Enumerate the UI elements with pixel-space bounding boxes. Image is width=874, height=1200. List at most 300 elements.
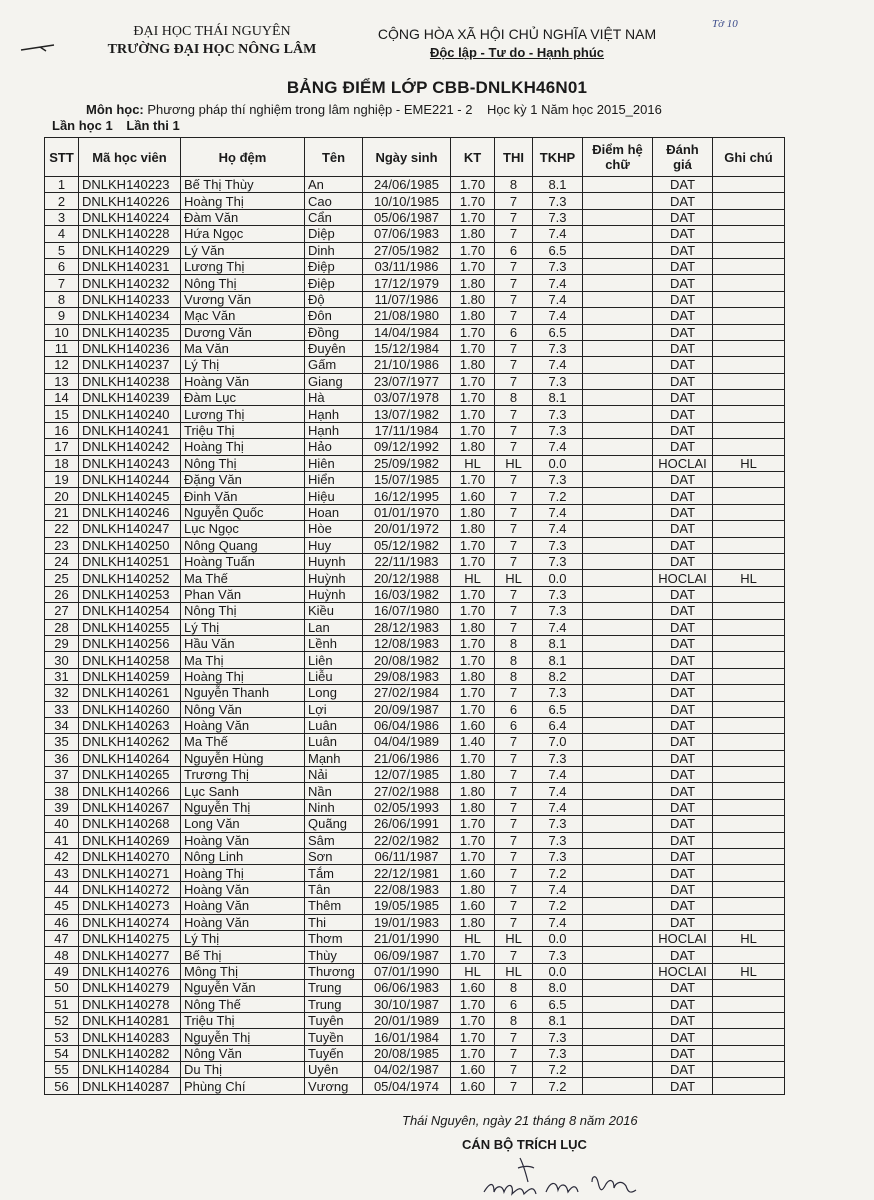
cell-birth-date: 16/03/1982 [363, 586, 451, 602]
cell-thi: 7 [495, 619, 533, 635]
cell-note: HL [713, 963, 785, 979]
cell-stt: 10 [45, 324, 79, 340]
cell-evaluation: DAT [653, 947, 713, 963]
cell-stt: 7 [45, 275, 79, 291]
cell-given-name: Hoan [305, 504, 363, 520]
cell-kt: 1.70 [451, 324, 495, 340]
cell-letter-grade [583, 373, 653, 389]
cell-given-name: Liễu [305, 668, 363, 684]
cell-family-name: Vương Văn [181, 291, 305, 307]
cell-birth-date: 10/10/1985 [363, 193, 451, 209]
cell-family-name: Nguyễn Thanh [181, 685, 305, 701]
cell-letter-grade [583, 340, 653, 356]
cell-note [713, 504, 785, 520]
cell-tkhp: 7.4 [533, 767, 583, 783]
cell-letter-grade [583, 914, 653, 930]
cell-given-name: Đôn [305, 308, 363, 324]
table-row [45, 488, 785, 504]
cell-tkhp: 7.3 [533, 422, 583, 438]
cell-note [713, 1029, 785, 1045]
pen-mark [20, 44, 56, 52]
cell-stt: 11 [45, 340, 79, 356]
cell-birth-date: 20/01/1972 [363, 521, 451, 537]
cell-student-id: DNLKH140278 [79, 996, 181, 1012]
cell-evaluation: HOCLAI [653, 570, 713, 586]
cell-birth-date: 21/01/1990 [363, 930, 451, 946]
cell-tkhp: 7.3 [533, 685, 583, 701]
cell-note [713, 1012, 785, 1028]
cell-stt: 45 [45, 898, 79, 914]
cell-birth-date: 06/11/1987 [363, 849, 451, 865]
cell-stt: 12 [45, 357, 79, 373]
cell-evaluation: DAT [653, 914, 713, 930]
cell-tkhp: 8.1 [533, 1012, 583, 1028]
cell-letter-grade [583, 193, 653, 209]
table-row [45, 832, 785, 848]
table-row [45, 275, 785, 291]
cell-note [713, 717, 785, 733]
cell-evaluation: DAT [653, 996, 713, 1012]
cell-note [713, 1078, 785, 1094]
cell-birth-date: 07/06/1983 [363, 226, 451, 242]
cell-note: HL [713, 570, 785, 586]
national-header [352, 26, 682, 60]
cell-family-name: Lương Thị [181, 258, 305, 274]
cell-birth-date: 22/11/1983 [363, 553, 451, 569]
cell-tkhp: 7.3 [533, 340, 583, 356]
table-row [45, 537, 785, 553]
cell-family-name: Bế Thị Thùy [181, 177, 305, 193]
cell-family-name: Triệu Thị [181, 1012, 305, 1028]
cell-family-name: Hoàng Văn [181, 914, 305, 930]
cell-note [713, 373, 785, 389]
cell-evaluation: DAT [653, 1012, 713, 1028]
cell-tkhp: 7.3 [533, 537, 583, 553]
table-row [45, 849, 785, 865]
cell-stt: 35 [45, 734, 79, 750]
cell-note [713, 357, 785, 373]
cell-thi: 7 [495, 537, 533, 553]
cell-kt: 1.70 [451, 685, 495, 701]
cell-stt: 4 [45, 226, 79, 242]
cell-given-name: Thùy [305, 947, 363, 963]
cell-thi: HL [495, 930, 533, 946]
table-row [45, 963, 785, 979]
cell-student-id: DNLKH140231 [79, 258, 181, 274]
cell-kt: 1.80 [451, 504, 495, 520]
cell-stt: 5 [45, 242, 79, 258]
cell-letter-grade [583, 242, 653, 258]
cell-family-name: Hoàng Văn [181, 881, 305, 897]
cell-thi: 7 [495, 849, 533, 865]
cell-family-name: Hoàng Thị [181, 865, 305, 881]
cell-stt: 46 [45, 914, 79, 930]
cell-thi: 7 [495, 504, 533, 520]
cell-student-id: DNLKH140270 [79, 849, 181, 865]
cell-given-name: Sơn [305, 849, 363, 865]
cell-student-id: DNLKH140284 [79, 1062, 181, 1078]
cell-kt: 1.60 [451, 1062, 495, 1078]
cell-note [713, 537, 785, 553]
cell-family-name: Bế Thị [181, 947, 305, 963]
cell-stt: 30 [45, 652, 79, 668]
table-row [45, 865, 785, 881]
cell-letter-grade [583, 1078, 653, 1094]
school-name: TRƯỜNG ĐẠI HỌC NÔNG LÂM [107, 42, 317, 57]
cell-kt: 1.70 [451, 390, 495, 406]
cell-letter-grade [583, 1045, 653, 1061]
table-row [45, 1045, 785, 1061]
cell-given-name: Lềnh [305, 635, 363, 651]
cell-family-name: Lý Văn [181, 242, 305, 258]
cell-student-id: DNLKH140246 [79, 504, 181, 520]
cell-note [713, 734, 785, 750]
cell-tkhp: 7.3 [533, 750, 583, 766]
col-kt: KT [451, 138, 495, 177]
cell-stt: 38 [45, 783, 79, 799]
cell-evaluation: DAT [653, 734, 713, 750]
cell-student-id: DNLKH140266 [79, 783, 181, 799]
table-row [45, 668, 785, 684]
cell-stt: 36 [45, 750, 79, 766]
cell-given-name: Hạnh [305, 406, 363, 422]
cell-note [713, 996, 785, 1012]
cell-evaluation: DAT [653, 717, 713, 733]
cell-given-name: Hiển [305, 472, 363, 488]
cell-given-name: Lan [305, 619, 363, 635]
cell-family-name: Nguyễn Quốc [181, 504, 305, 520]
col-tkhp: TKHP [533, 138, 583, 177]
cell-kt: 1.80 [451, 308, 495, 324]
cell-given-name: Huynh [305, 553, 363, 569]
cell-kt: 1.80 [451, 914, 495, 930]
cell-tkhp: 7.4 [533, 783, 583, 799]
cell-student-id: DNLKH140235 [79, 324, 181, 340]
cell-given-name: Nần [305, 783, 363, 799]
cell-family-name: Lý Thị [181, 930, 305, 946]
col-letter-grade: Điểm hệ chữ [583, 138, 653, 177]
cell-letter-grade [583, 504, 653, 520]
col-birth-date: Ngày sinh [363, 138, 451, 177]
cell-stt: 55 [45, 1062, 79, 1078]
cell-note [713, 783, 785, 799]
cell-thi: 7 [495, 767, 533, 783]
cell-note [713, 226, 785, 242]
cell-thi: 7 [495, 947, 533, 963]
cell-kt: 1.70 [451, 422, 495, 438]
cell-note [713, 685, 785, 701]
cell-kt: 1.70 [451, 1045, 495, 1061]
table-row [45, 439, 785, 455]
cell-kt: 1.70 [451, 406, 495, 422]
cell-note [713, 832, 785, 848]
table-row [45, 750, 785, 766]
cell-tkhp: 7.3 [533, 406, 583, 422]
table-row [45, 570, 785, 586]
cell-student-id: DNLKH140242 [79, 439, 181, 455]
cell-kt: 1.70 [451, 996, 495, 1012]
cell-thi: 7 [495, 193, 533, 209]
cell-thi: 7 [495, 521, 533, 537]
cell-thi: 8 [495, 1012, 533, 1028]
cell-letter-grade [583, 308, 653, 324]
cell-evaluation: DAT [653, 816, 713, 832]
col-evaluation: Đánh giá [653, 138, 713, 177]
table-row [45, 635, 785, 651]
cell-evaluation: DAT [653, 340, 713, 356]
cell-thi: 7 [495, 898, 533, 914]
table-row [45, 619, 785, 635]
cell-family-name: Ma Thị [181, 652, 305, 668]
cell-student-id: DNLKH140269 [79, 832, 181, 848]
cell-letter-grade [583, 832, 653, 848]
cell-tkhp: 6.5 [533, 324, 583, 340]
table-row [45, 701, 785, 717]
signature [480, 1152, 640, 1198]
cell-stt: 29 [45, 635, 79, 651]
cell-family-name: Nông Linh [181, 849, 305, 865]
cell-birth-date: 26/06/1991 [363, 816, 451, 832]
cell-family-name: Lý Thị [181, 357, 305, 373]
cell-tkhp: 7.3 [533, 586, 583, 602]
table-row [45, 209, 785, 225]
cell-family-name: Lương Thị [181, 406, 305, 422]
cell-family-name: Hoàng Tuấn [181, 553, 305, 569]
cell-evaluation: DAT [653, 357, 713, 373]
cell-birth-date: 16/01/1984 [363, 1029, 451, 1045]
cell-stt: 6 [45, 258, 79, 274]
cell-birth-date: 21/08/1980 [363, 308, 451, 324]
cell-tkhp: 0.0 [533, 930, 583, 946]
cell-kt: 1.80 [451, 881, 495, 897]
cell-letter-grade [583, 357, 653, 373]
table-row [45, 504, 785, 520]
cell-evaluation: DAT [653, 750, 713, 766]
cell-kt: 1.80 [451, 357, 495, 373]
cell-family-name: Hoàng Thị [181, 668, 305, 684]
cell-thi: 7 [495, 914, 533, 930]
cell-evaluation: DAT [653, 521, 713, 537]
cell-tkhp: 8.2 [533, 668, 583, 684]
cell-birth-date: 21/10/1986 [363, 357, 451, 373]
cell-tkhp: 8.1 [533, 652, 583, 668]
cell-kt: 1.60 [451, 980, 495, 996]
cell-thi: 8 [495, 652, 533, 668]
cell-family-name: Lục Ngọc [181, 521, 305, 537]
cell-birth-date: 30/10/1987 [363, 996, 451, 1012]
cell-letter-grade [583, 947, 653, 963]
cell-evaluation: DAT [653, 652, 713, 668]
cell-kt: 1.80 [451, 521, 495, 537]
cell-evaluation: DAT [653, 668, 713, 684]
cell-letter-grade [583, 291, 653, 307]
cell-thi: 7 [495, 275, 533, 291]
cell-evaluation: HOCLAI [653, 963, 713, 979]
cell-letter-grade [583, 881, 653, 897]
cell-evaluation: DAT [653, 488, 713, 504]
table-row [45, 1029, 785, 1045]
cell-given-name: Tân [305, 881, 363, 897]
cell-tkhp: 7.2 [533, 898, 583, 914]
table-row [45, 881, 785, 897]
cell-note [713, 619, 785, 635]
cell-birth-date: 03/07/1978 [363, 390, 451, 406]
cell-tkhp: 7.4 [533, 439, 583, 455]
cell-evaluation: DAT [653, 177, 713, 193]
cell-kt: 1.70 [451, 340, 495, 356]
cell-stt: 24 [45, 553, 79, 569]
cell-note [713, 521, 785, 537]
cell-note [713, 258, 785, 274]
cell-kt: HL [451, 930, 495, 946]
cell-birth-date: 27/05/1982 [363, 242, 451, 258]
cell-stt: 52 [45, 1012, 79, 1028]
cell-family-name: Ma Thế [181, 570, 305, 586]
cell-evaluation: HOCLAI [653, 930, 713, 946]
cell-stt: 15 [45, 406, 79, 422]
table-row [45, 553, 785, 569]
cell-kt: 1.60 [451, 1078, 495, 1094]
cell-evaluation: DAT [653, 324, 713, 340]
cell-tkhp: 6.4 [533, 717, 583, 733]
cell-thi: 7 [495, 422, 533, 438]
cell-note [713, 980, 785, 996]
table-row [45, 521, 785, 537]
cell-kt: 1.70 [451, 652, 495, 668]
cell-thi: 6 [495, 324, 533, 340]
cell-thi: 6 [495, 717, 533, 733]
col-thi: THI [495, 138, 533, 177]
cell-family-name: Hầu Văn [181, 635, 305, 651]
cell-student-id: DNLKH140256 [79, 635, 181, 651]
university-header [92, 24, 332, 58]
cell-birth-date: 06/04/1986 [363, 717, 451, 733]
cell-evaluation: DAT [653, 701, 713, 717]
cell-student-id: DNLKH140250 [79, 537, 181, 553]
cell-evaluation: DAT [653, 898, 713, 914]
cell-thi: 6 [495, 701, 533, 717]
table-row [45, 390, 785, 406]
cell-tkhp: 7.4 [533, 619, 583, 635]
cell-tkhp: 7.3 [533, 472, 583, 488]
cell-letter-grade [583, 390, 653, 406]
table-row [45, 717, 785, 733]
cell-evaluation: DAT [653, 226, 713, 242]
cell-evaluation: DAT [653, 635, 713, 651]
cell-given-name: Đuyên [305, 340, 363, 356]
cell-given-name: Liên [305, 652, 363, 668]
cell-thi: 8 [495, 635, 533, 651]
cell-stt: 14 [45, 390, 79, 406]
table-row [45, 177, 785, 193]
cell-given-name: Cao [305, 193, 363, 209]
university-name: ĐẠI HỌC THÁI NGUYÊN [133, 24, 291, 39]
cell-student-id: DNLKH140277 [79, 947, 181, 963]
cell-stt: 42 [45, 849, 79, 865]
cell-letter-grade [583, 816, 653, 832]
cell-evaluation: DAT [653, 1045, 713, 1061]
cell-thi: 7 [495, 226, 533, 242]
cell-birth-date: 27/02/1988 [363, 783, 451, 799]
cell-given-name: Lợi [305, 701, 363, 717]
cell-letter-grade [583, 619, 653, 635]
cell-kt: HL [451, 455, 495, 471]
cell-tkhp: 7.4 [533, 308, 583, 324]
cell-letter-grade [583, 865, 653, 881]
cell-kt: 1.70 [451, 537, 495, 553]
cell-kt: 1.70 [451, 586, 495, 602]
cell-family-name: Nguyễn Thị [181, 799, 305, 815]
cell-family-name: Lục Sanh [181, 783, 305, 799]
cell-evaluation: DAT [653, 849, 713, 865]
cell-tkhp: 7.3 [533, 603, 583, 619]
cell-note [713, 422, 785, 438]
cell-letter-grade [583, 898, 653, 914]
cell-tkhp: 8.1 [533, 177, 583, 193]
cell-evaluation: DAT [653, 980, 713, 996]
cell-thi: 7 [495, 553, 533, 569]
cell-student-id: DNLKH140244 [79, 472, 181, 488]
cell-birth-date: 19/01/1983 [363, 914, 451, 930]
cell-evaluation: DAT [653, 439, 713, 455]
cell-evaluation: DAT [653, 390, 713, 406]
cell-thi: HL [495, 963, 533, 979]
cell-thi: 7 [495, 439, 533, 455]
cell-letter-grade [583, 1029, 653, 1045]
cell-given-name: Hòe [305, 521, 363, 537]
cell-student-id: DNLKH140279 [79, 980, 181, 996]
cell-note [713, 652, 785, 668]
cell-letter-grade [583, 668, 653, 684]
cell-student-id: DNLKH140254 [79, 603, 181, 619]
cell-letter-grade [583, 472, 653, 488]
cell-student-id: DNLKH140267 [79, 799, 181, 815]
cell-stt: 25 [45, 570, 79, 586]
cell-kt: 1.70 [451, 832, 495, 848]
cell-letter-grade [583, 553, 653, 569]
cell-note [713, 177, 785, 193]
cell-student-id: DNLKH140275 [79, 930, 181, 946]
cell-letter-grade [583, 635, 653, 651]
study-attempt: Lần học 1 [52, 118, 113, 133]
table-row [45, 406, 785, 422]
cell-family-name: Hoàng Văn [181, 898, 305, 914]
cell-birth-date: 14/04/1984 [363, 324, 451, 340]
subject-name: Phương pháp thí nghiệm trong lâm nghiệp - EME221 - 2 [147, 102, 473, 117]
cell-family-name: Triệu Thị [181, 422, 305, 438]
cell-birth-date: 28/12/1983 [363, 619, 451, 635]
cell-kt: 1.70 [451, 193, 495, 209]
cell-kt: 1.40 [451, 734, 495, 750]
cell-birth-date: 21/06/1986 [363, 750, 451, 766]
cell-tkhp: 7.4 [533, 914, 583, 930]
cell-note [713, 635, 785, 651]
table-row [45, 193, 785, 209]
cell-evaluation: DAT [653, 406, 713, 422]
cell-birth-date: 11/07/1986 [363, 291, 451, 307]
cell-kt: 1.70 [451, 258, 495, 274]
cell-stt: 17 [45, 439, 79, 455]
cell-student-id: DNLKH140261 [79, 685, 181, 701]
cell-stt: 22 [45, 521, 79, 537]
cell-given-name: Kiều [305, 603, 363, 619]
cell-tkhp: 8.1 [533, 390, 583, 406]
cell-given-name: Gấm [305, 357, 363, 373]
cell-kt: 1.60 [451, 898, 495, 914]
cell-student-id: DNLKH140259 [79, 668, 181, 684]
cell-given-name: Thơm [305, 930, 363, 946]
cell-note [713, 291, 785, 307]
